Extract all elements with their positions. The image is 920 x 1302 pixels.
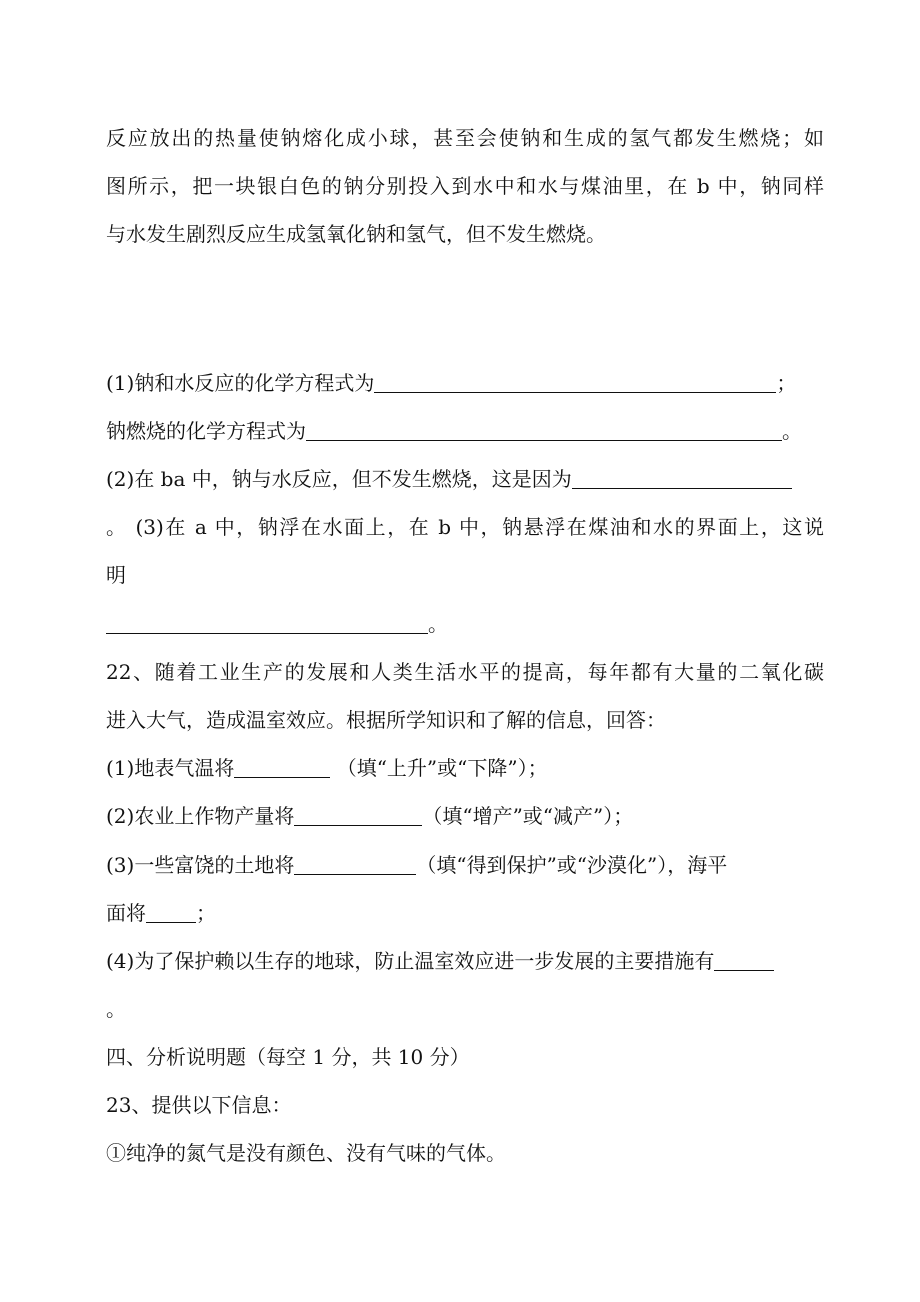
q22-sub1-hint: （填“上升”或“下降”）； [330,756,548,780]
q22-sub3b-end: ； [196,901,216,925]
q21-part2 [106,465,824,493]
q21-part3-answer [106,610,824,638]
q21-part1-text: (1)钠和水反应的化学方程式为 [106,371,375,395]
q22-sub3-text: (3)一些富饶的土地将 [106,853,295,877]
q22-sub3b [106,899,824,927]
q21-part1 [106,369,824,397]
q21-part3-line1: 。 (3)在 a 中，钠浮在水面上，在 b 中，钠悬浮在煤油和水的界面上，这说 [106,515,824,539]
answer-blank[interactable] [572,468,792,489]
answer-blank[interactable] [234,757,330,778]
q22-sub3 [106,851,824,879]
q22-sub3-hint: （填“得到保护”或“沙漠化”），海平 [416,853,728,877]
q21-part1b-end: 。 [782,419,802,443]
q22-sub1 [106,754,824,782]
q21-part1b [106,417,824,445]
q22-sub1-text: (1)地表气温将 [106,756,235,780]
q22-sub3b-text: 面将 [106,901,146,925]
q22-sub4 [106,947,824,975]
q22-sub2-text: (2)农业上作物产量将 [106,804,295,828]
answer-blank[interactable] [106,613,428,634]
q21-part1-end: ； [776,371,797,395]
answer-blank[interactable] [714,950,774,971]
intro-line-3: 与水发生剧烈反应生成氢氧化钠和氢气，但不发生燃烧。 [106,222,606,246]
intro-line-2: 图所示，把一块银白色的钠分别投入到水中和水与煤油里，在 b 中，钠同样 [106,174,824,198]
answer-blank[interactable] [306,420,782,441]
answer-blank[interactable] [146,902,196,923]
q21-part3-line2: 明 [106,563,126,587]
section-heading: 四、分析说明题（每空 1 分，共 10 分） [106,1045,470,1069]
q23-stem: 23、提供以下信息： [106,1093,292,1117]
q22-stem-line2: 进入大气，造成温室效应。根据所学知识和了解的信息，回答： [106,708,666,732]
q22-sub4-end: 。 [106,997,126,1021]
q22-stem-line1: 22、随着工业生产的发展和人类生活水平的提高，每年都有大量的二氧化碳 [106,660,824,684]
intro-line-1: 反应放出的热量使钠熔化成小球，甚至会使钠和生成的氢气都发生燃烧；如 [106,126,824,150]
q22-sub4-text: (4)为了保护赖以生存的地球，防止温室效应进一步发展的主要措施有 [106,949,715,973]
answer-blank[interactable] [294,854,416,875]
q22-sub2 [106,802,824,830]
q21-part3-end: 。 [428,612,448,636]
q21-part1b-text: 钠燃烧的化学方程式为 [106,419,306,443]
q21-part2-text: (2)在 ba 中，钠与水反应，但不发生燃烧，这是因为 [106,467,572,491]
answer-blank[interactable] [294,805,422,826]
answer-blank[interactable] [374,372,776,393]
q22-sub2-hint: （填“增产”或“减产”）； [422,804,634,828]
q23-item1: ①纯净的氮气是没有颜色、没有气味的气体。 [106,1141,506,1165]
